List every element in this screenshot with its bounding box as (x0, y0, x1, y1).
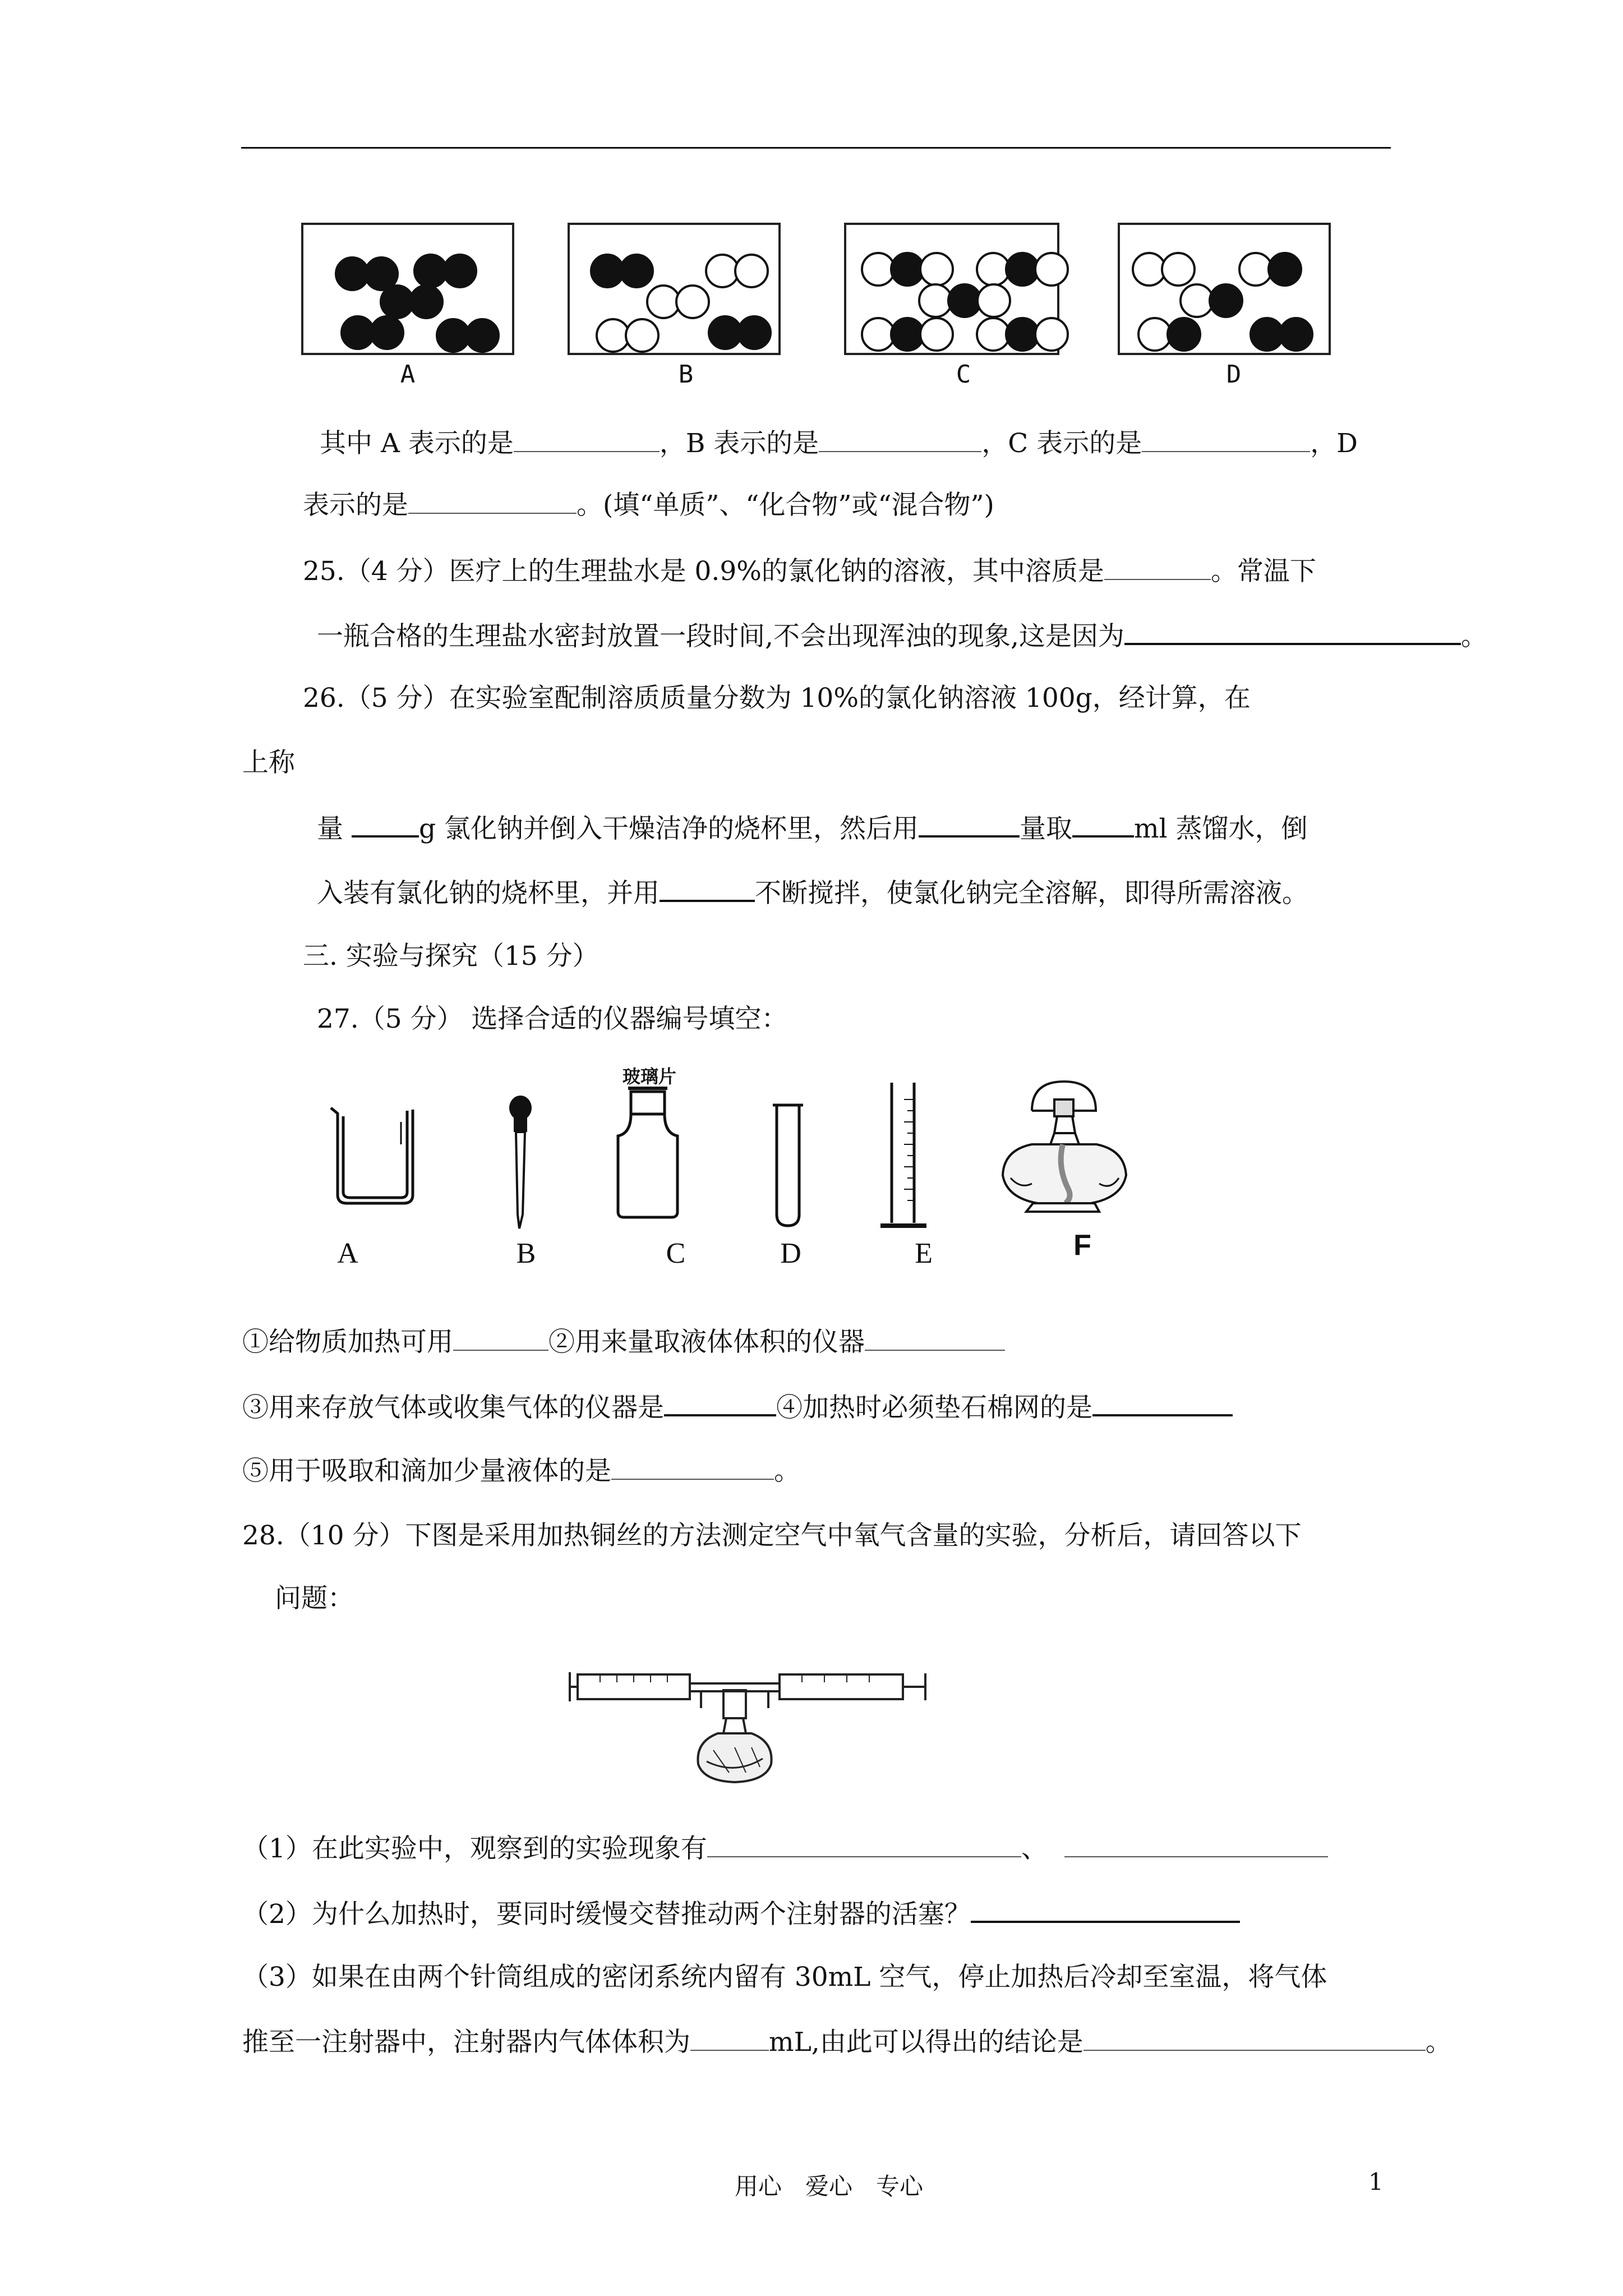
atom-open (919, 252, 954, 287)
q26-text: ml 蒸馏水，倒 (1133, 813, 1308, 844)
q26-text: 不断搅拌，使氯化钠完全溶解，即得所需溶液。 (755, 878, 1308, 909)
q27-text: 。 (774, 1456, 800, 1487)
answer-blank[interactable] (971, 1896, 1240, 1923)
section-heading: 三. 实验与探究（15 分） (303, 941, 599, 972)
answer-blank[interactable] (1072, 811, 1134, 838)
answer-blank[interactable] (408, 488, 577, 514)
instrument-label-f: F (1073, 1229, 1091, 1262)
alcohol-lamp-icon (1003, 1082, 1126, 1212)
beaker-icon (331, 1108, 413, 1203)
atom-open (919, 317, 954, 352)
q24-text: ，C 表示的是 (981, 428, 1142, 459)
q24-line2 (303, 488, 994, 522)
q28-text: （1）在此实验中，观察到的实验现象有 (242, 1833, 707, 1864)
q28-text: 。 (1425, 2027, 1452, 2058)
q26-line3 (317, 811, 1308, 846)
test-tube-icon (773, 1105, 803, 1226)
q25-text: 一瓶合格的生理盐水密封放置一段时间,不会出现浑浊的现象,这是因为 (317, 621, 1124, 652)
gas-jar-icon (618, 1088, 677, 1217)
q28-text: 推至一注射器中，注射器内气体体积为 (242, 2027, 690, 2058)
q28-part3-cont (242, 2025, 1452, 2059)
q27-line1 (242, 1325, 1005, 1359)
q26-text: 入装有氯化钠的烧杯里，并用 (317, 878, 660, 909)
q25-line2 (317, 618, 1487, 654)
q28-text: mL,由此可以得出的结论是 (769, 2027, 1083, 2058)
q25-text: 。常温下 (1210, 556, 1316, 587)
atom-filled (619, 254, 654, 288)
q25-line1 (303, 554, 1316, 588)
answer-blank[interactable] (1064, 1832, 1328, 1857)
q24-line1 (320, 426, 1358, 461)
q26-line1: 26.（5 分）在实验室配制溶质质量分数为 10%的氯化钠溶液 100g，经计算，在 (303, 683, 1251, 714)
answer-blank[interactable] (514, 426, 660, 452)
box-label-a: A (400, 360, 416, 389)
answer-blank[interactable] (690, 2025, 769, 2051)
answer-blank[interactable] (660, 875, 755, 902)
answer-blank[interactable] (865, 1325, 1005, 1351)
answer-blank[interactable] (453, 1325, 548, 1351)
q24-text: ，D (1310, 428, 1358, 459)
q24-text: ，B 表示的是 (659, 428, 819, 459)
glass-slide-label: 玻璃片 (623, 1066, 677, 1087)
q24-text: 。(填“单质”、“化合物”或“混合物”) (577, 490, 994, 521)
atom-open (1034, 252, 1069, 287)
box-label-b: B (678, 360, 694, 389)
q27-text: ①给物质加热可用 (242, 1327, 453, 1358)
atom-filled (465, 318, 500, 353)
q27-text: ②用来量取液体体积的仪器 (548, 1327, 865, 1358)
answer-blank[interactable] (1104, 554, 1211, 580)
atom-open (1034, 317, 1069, 352)
q25-text: 。 (1460, 621, 1487, 652)
q24-text: 其中 A 表示的是 (320, 428, 514, 459)
q27-text: ⑤用于吸取和滴加少量液体的是 (242, 1456, 611, 1487)
q27-text: ③用来存放气体或收集气体的仪器是 (242, 1392, 664, 1423)
atom-filled (1267, 252, 1302, 287)
answer-blank[interactable] (707, 1832, 1021, 1857)
atom-filled (1209, 283, 1243, 318)
answer-blank[interactable] (352, 811, 419, 838)
answer-blank[interactable] (919, 811, 1020, 838)
q26-text: 量取 (1019, 813, 1072, 844)
instrument-label-d: D (780, 1237, 801, 1269)
atom-open (1161, 252, 1196, 287)
answer-blank[interactable] (664, 1389, 776, 1416)
box-label-c: C (956, 360, 971, 389)
instrument-label-e: E (915, 1237, 933, 1269)
instrument-label-a: A (337, 1237, 358, 1269)
atom-filled (370, 315, 404, 350)
footer-motto: 用心 爱心 专心 (735, 2173, 924, 2200)
graduated-cylinder-icon (880, 1083, 926, 1226)
q28-line2: 问题： (275, 1583, 354, 1614)
q27-title: 27.（5 分） 选择合适的仪器编号填空： (317, 1004, 788, 1034)
apparatus-figure (566, 1663, 948, 1798)
q26-text: g 氯化钠并倒入干燥洁净的烧杯里，然后用 (418, 813, 919, 844)
q27-text: ④加热时必须垫石棉网的是 (776, 1392, 1092, 1423)
q26-line2: 上称 (242, 747, 295, 778)
page-number: 1 (1368, 2168, 1384, 2196)
atom-filled (442, 254, 477, 288)
answer-blank[interactable] (1124, 618, 1461, 645)
q28-line1: 28.（10 分）下图是采用加热铜丝的方法测定空气中氧气含量的实验，分析后，请回答以下 (242, 1520, 1302, 1551)
instrument-label-b: B (516, 1237, 536, 1269)
atom-filled (409, 284, 444, 319)
dropper-icon (509, 1096, 532, 1228)
atom-filled (1279, 317, 1313, 352)
answer-blank[interactable] (1092, 1389, 1233, 1416)
header-rule (241, 147, 1391, 149)
answer-blank[interactable] (611, 1454, 774, 1480)
q28-text: （2）为什么加热时，要同时缓慢交替推动两个注射器的活塞？ (242, 1899, 971, 1930)
q28-part2 (242, 1896, 1240, 1931)
q24-text: 表示的是 (303, 490, 408, 521)
atom-open (734, 254, 769, 288)
q28-part1 (242, 1832, 1328, 1866)
q26-text: 量 (317, 813, 352, 844)
atom-filled (1166, 317, 1201, 352)
answer-blank[interactable] (1142, 426, 1310, 452)
box-label-d: D (1226, 360, 1242, 389)
q27-line2 (242, 1389, 1233, 1425)
q25-text: 25.（4 分）医疗上的生理盐水是 0.9%的氯化钠的溶液，其中溶质是 (303, 556, 1104, 587)
atom-open (625, 318, 660, 353)
atom-filled (737, 315, 772, 350)
q28-text: 、 (1021, 1833, 1048, 1864)
q27-line3 (242, 1454, 800, 1488)
q28-part3: （3）如果在由两个针筒组成的密闭系统内留有 30mL 空气，停止加热后冷却至室温，将气体 (242, 1962, 1327, 1993)
q26-line4 (317, 875, 1308, 910)
instrument-label-c: C (666, 1237, 686, 1269)
atom-open (976, 283, 1011, 318)
atom-open (675, 284, 710, 319)
answer-blank[interactable] (1083, 2025, 1426, 2051)
answer-blank[interactable] (819, 426, 981, 452)
